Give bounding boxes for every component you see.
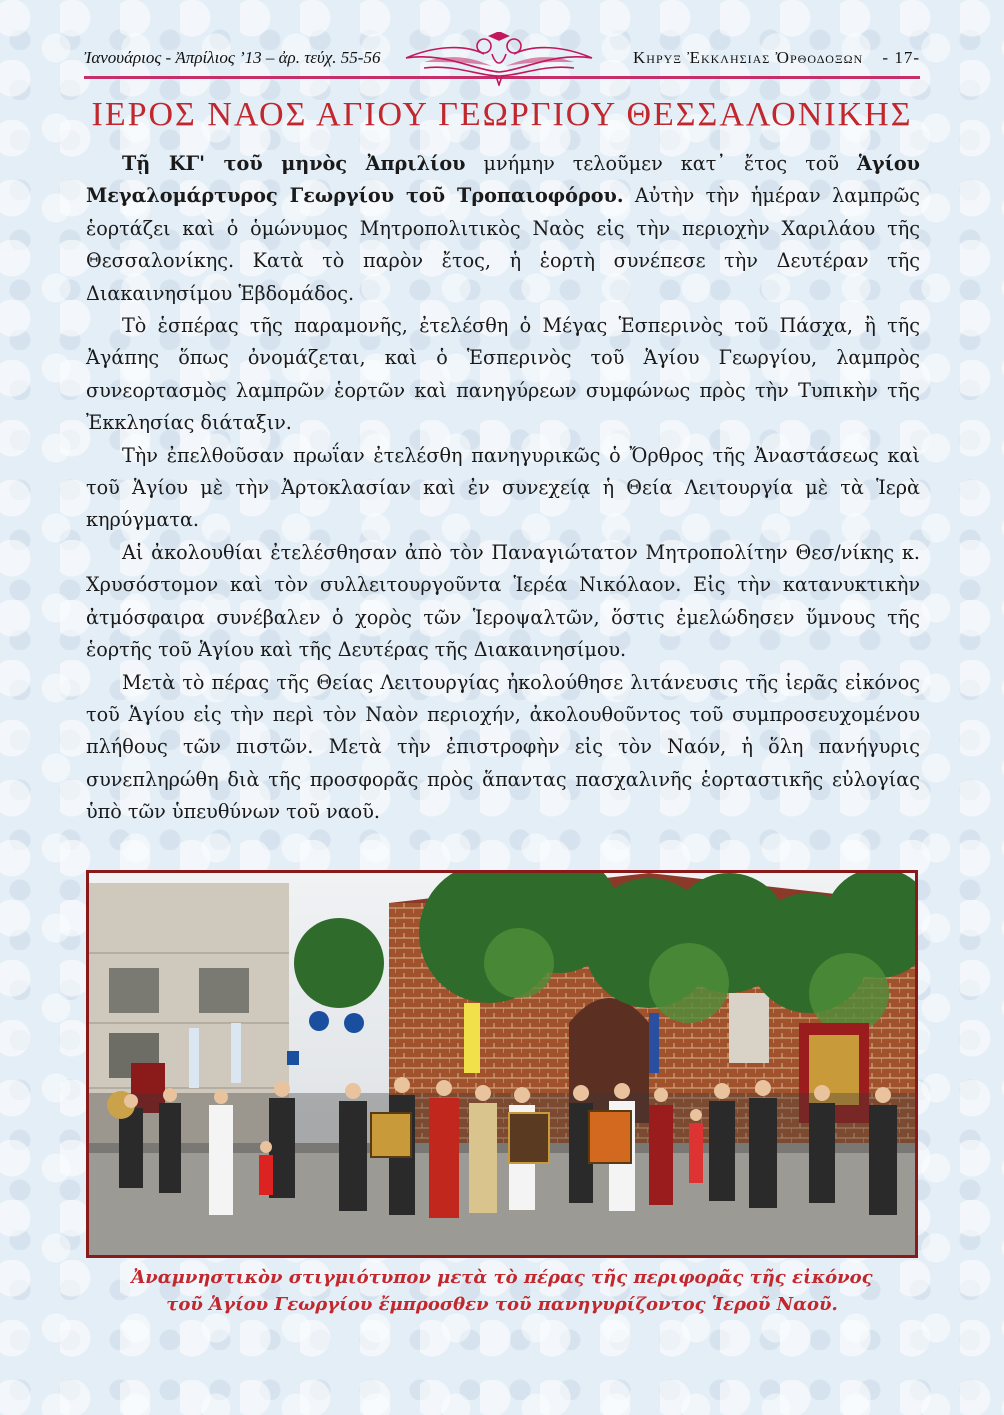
procession-photo-illustration: [89, 873, 915, 1255]
paragraph-1-text-a: μνήμην τελοῦμεν κατ᾽ ἔτος τοῦ: [465, 152, 858, 175]
paragraph-3: Τὴν ἐπελθοῦσαν πρωΐαν ἐτελέσθη πανηγυρικῶς ὁ Ὄρθρος τῆς Ἀναστάσεως καὶ τοῦ Ἁγίου μὲ τὴν Ἀρτοκλασίαν καὶ ἐν συνεχείᾳ ἡ Θεία Λειτουργία μὲ τὰ Ἱερὰ κηρύγματα.: [86, 443, 920, 532]
paragraph-1-text-b: Αὐτὴν τὴν ἡμέραν λαμπρῶς ἑορτάζει καὶ ὁ ὁμώνυμος Μητροπολιτικὸς Ναὸς εἰς τὴν περιοχὴν Χαριλάου τῆς Θεσσαλονίκης. Κατὰ τὸ παρὸν ἔτος, ἡ ἑορτὴ συνέπεσε τὴν Δευτέραν τῆς Διακαινησίμου Ἑβδομάδος.: [86, 184, 920, 305]
issue-info: Ἰανουάριος - Ἀπρίλιος ’13 – ἀρ. τεύχ. 55-56: [84, 48, 381, 67]
commemorative-photo: [86, 870, 918, 1258]
paragraph-4: Αἱ ἀκολουθίαι ἐτελέσθησαν ἀπὸ τὸν Παναγιώτατον Μητροπολίτην Θεσ/νίκης κ. Χρυσόστομον καὶ τὸν συλλειτουργοῦντα Ἱερέα Νικόλαον. Εἰς τὴν κατανυκτικὴν ἀτμόσφαιρα συνέβαλεν ὁ χορὸς τῶν Ἱεροψαλτῶν, ὅστις ἐμελώδησεν ὕμνους τῆς ἑορτῆς τοῦ Ἁγίου καὶ τῆς Δευτέρας τῆς Διακαινησίμου.: [86, 540, 920, 662]
paragraph-2: Τὸ ἑσπέρας τῆς παραμονῆς, ἐτελέσθη ὁ Μέγας Ἑσπερινὸς τοῦ Πάσχα, ἢ τῆς Ἀγάπης ὅπως ὀνομάζεται, καὶ ὁ Ἑσπερινὸς τοῦ Ἁγίου Γεωργίου, λαμπρὸς συνεορτασμὸς λαμπρῶν ἑορτῶν καὶ πανηγύρεων συμφώνως πρὸς τὴν Τυπικὴν τῆς Ἐκκλησίας διάταξιν.: [86, 314, 920, 435]
page-header: [84, 36, 920, 86]
paragraph-5: Μετὰ τὸ πέρας τῆς Θείας Λειτουργίας ἠκολούθησε λιτάνευσις τῆς ἱερᾶς εἰκόνος τοῦ Ἁγίου εἰς τὴν περὶ τὸν Ναὸν περιοχήν, ἀκολουθοῦντος τοῦ συμπροσευχομένου πλήθους τῶν πιστῶν. Μετὰ τὴν ἐπιστροφὴν εἰς τὸν Ναόν, ἡ ὅλη πανήγυρις συνεπληρώθη διὰ τῆς προσφορᾶς πρὸς ἅπαντας πασχαλινῆς ἑορταστικῆς εὐλογίας ὑπὸ τῶν ὑπευθύνων τοῦ ναοῦ.: [86, 670, 920, 824]
article-title: ΙΕΡΟΣ ΝΑΟΣ ΑΓΙΟΥ ΓΕΩΡΓΙΟΥ ΘΕΣΣΑΛΟΝΙΚΗΣ: [91, 96, 913, 133]
saint-name-bold: Ἁγίου Μεγαλομάρτυρος Γεωργίου τοῦ Τροπαιοφόρου.: [86, 152, 920, 208]
date-bold: Τῇ ΚΓ' τοῦ μηνὸς Ἀπριλίου: [122, 152, 466, 175]
photo-caption: [86, 1264, 918, 1318]
paragraph-1: [86, 148, 920, 310]
header-rule: [84, 76, 920, 79]
caption-line-1: Ἀναμνηστικὸν στιγμιότυπον μετὰ τὸ πέρας τῆς περιφορᾶς τῆς εἰκόνος: [131, 1267, 873, 1288]
page-number: - 17-: [882, 48, 920, 67]
journal-name: Κηρυξ Ἐκκλησιας Ὀρθοδοξων: [633, 48, 864, 67]
journal-title: [633, 48, 920, 68]
caption-line-2: τοῦ Ἁγίου Γεωργίου ἔμπροσθεν τοῦ πανηγυρίζοντος Ἱεροῦ Ναοῦ.: [166, 1294, 838, 1315]
article-body: [86, 148, 920, 829]
